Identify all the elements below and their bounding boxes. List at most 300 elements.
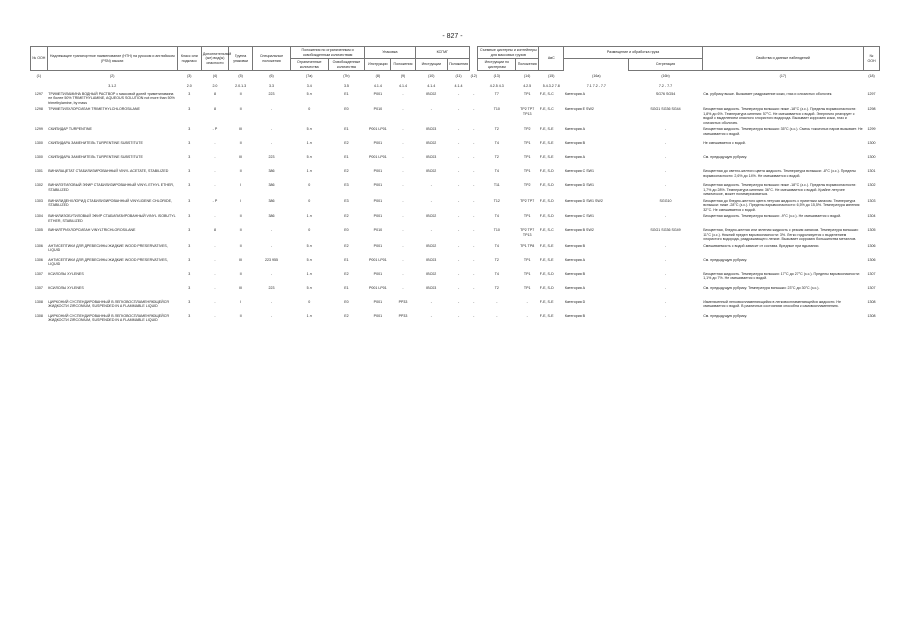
subsidiary-cell: - (214, 243, 216, 248)
special-provisions-cell: 386 (268, 169, 275, 174)
table-row (31, 140, 880, 154)
limited-qty-cell: 5 л (306, 155, 312, 160)
class-cell: 3 (188, 313, 191, 318)
ems-cell: F-E, S-D (539, 198, 554, 203)
special-provisions-cell: 386 (268, 214, 275, 219)
stowage-cell: Категория С SW1 (564, 214, 595, 219)
un-cell: 1302 (34, 183, 43, 188)
packing-group-cell: II (239, 92, 242, 96)
table-row (31, 243, 880, 257)
tank-provision-cell: TP1 (523, 155, 531, 160)
un-cell: 1301 (34, 169, 43, 174)
tank-instruction-cell: T4 (494, 271, 499, 276)
class-cell: 3 (188, 155, 191, 160)
excepted-qty-cell: E0 (344, 107, 349, 112)
tank-provision-cell: TP1 (523, 271, 531, 276)
packing-instruction-cell: P001 (373, 243, 383, 248)
un-cell: 1308 (34, 313, 43, 318)
col12-cell: - (473, 169, 475, 174)
excepted-qty-cell: E3 (344, 183, 349, 188)
ems-cell: F-E, S-E (539, 127, 554, 132)
limited-qty-cell: 0 (308, 183, 311, 188)
header-segregation: Сегрегация (629, 59, 702, 71)
ems-cell: F-E, S-E (539, 141, 554, 146)
column-number-row (31, 71, 880, 82)
excepted-qty-cell: E0 (344, 228, 349, 233)
special-provisions-cell: 386 (268, 183, 275, 188)
packing-provision-cell: - (402, 141, 404, 146)
packing-group-cell: II (239, 271, 242, 276)
packing-group-cell: II (239, 228, 242, 233)
properties-cell: Смешиваемость с водой зависит от состава. Вредные при вдыхании. (703, 243, 820, 248)
ems-cell: F-E, S-E (539, 299, 554, 304)
packing-provision-cell: - (402, 214, 404, 219)
tank-instruction-cell: T4 (494, 214, 499, 219)
ems-cell: F-E, S-D (539, 183, 554, 188)
tank-provision-cell: TP2 TP7 TP13 (520, 107, 535, 116)
ibc-provision-cell: - (457, 155, 460, 160)
tank-provision-cell: TP2 TP7 (520, 198, 535, 203)
special-provisions-cell: 223 (268, 285, 275, 290)
packing-instruction-cell: P010 (373, 228, 383, 233)
stowage-cell: Категория В (564, 243, 586, 248)
header-ems: АвС (539, 47, 564, 71)
class-cell: 3 (188, 257, 191, 262)
ems-cell: F-E, S-E (539, 243, 554, 248)
table-row (31, 257, 880, 271)
stowage-cell: Категория В (564, 141, 586, 146)
segregation-cell: - (664, 169, 667, 174)
table-row (31, 182, 880, 197)
segregation-cell: - (664, 271, 667, 276)
properties-cell: Бесцветная жидкость. Температура вспышки: ниже -18°C (з.с.). Пределы взрывоопасности: 1,7% до 28%. Температура кипения: 36°C. Не смешивается с водой. Крайне летучее химическое, может полимеризоваться. (703, 183, 857, 197)
un-right-cell: 1306 (867, 257, 876, 262)
tank-instruction-cell: T4 (494, 243, 499, 248)
col12-cell: - (473, 107, 475, 112)
un-cell: 1298 (34, 107, 43, 112)
limited-qty-cell: 1 л (306, 214, 312, 219)
un-cell: 1306 (34, 257, 43, 262)
header-subsidiary: Дополнительный (ые) вид(ы) опасности (201, 47, 228, 71)
un-cell: 1303 (34, 198, 43, 203)
table-row (31, 106, 880, 126)
name-cell: КСИЛОЛЫ XYLENES (48, 271, 84, 276)
packing-instruction-cell: P001 (373, 169, 383, 174)
ibc-provision-cell: - (457, 141, 460, 146)
header-limited-excepted: Положения по ограниченным и освобожденным количествам (290, 47, 364, 59)
col-num: (5) (238, 73, 243, 78)
subsidiary-cell: 8 (213, 92, 216, 96)
class-cell: 3 (188, 107, 191, 112)
header-name: Надлежащее транспортное наименование (НТН) на русском и английском (PSN) языках (47, 47, 177, 71)
col-num: (2) (110, 73, 115, 78)
class-cell: 3 (188, 243, 191, 248)
col-num: (1) (36, 73, 42, 78)
packing-instruction-cell: P001 (373, 271, 383, 276)
un-cell: 1300 (34, 141, 43, 146)
col-num: (7b) (343, 73, 350, 78)
subsidiary-cell: - (214, 141, 216, 146)
table-row (31, 198, 880, 213)
stowage-cell: Категория Е SW2 (564, 107, 594, 112)
packing-provision-cell: - (402, 107, 404, 112)
name-cell: ВИНИЛИЗОБУТИЛОВЫЙ ЭФИР СТАБИЛИЗИРОВАННЫЙ VINYL ISOBUTYL ETHER, STABILIZED (48, 214, 176, 223)
ibc-provision-cell: - (457, 285, 460, 290)
un-cell: 1306 (34, 243, 43, 248)
un-right-cell: 1299 (867, 127, 876, 132)
packing-provision-cell: - (402, 183, 404, 188)
ibc-instruction-cell: IBC02 (426, 169, 437, 174)
col-num: (13) (493, 73, 500, 78)
stowage-cell: Категория В SW2 (564, 228, 594, 233)
subsidiary-cell: 8 (213, 228, 216, 233)
tank-provision-cell: TP1 (523, 257, 531, 262)
excepted-qty-cell: E2 (344, 169, 349, 174)
col-ref: 5.4.3.2 7.8 (542, 83, 560, 88)
properties-cell: Бесцветная до бледно-желтого цвета летучая жидкость с приятным запахом. Температура вспышки: ниже -28°C (з.с.). Пределы взрывоопасности: 6,5% до 15,5%. Температура кипения: 32°C. Не смешивается с водой. (703, 198, 861, 212)
col-num: (9) (400, 73, 406, 78)
col-ref (31, 81, 48, 91)
packing-instruction-cell: P001 (373, 214, 383, 219)
segregation-cell: - (664, 299, 667, 304)
excepted-qty-cell: E1 (344, 155, 349, 160)
excepted-qty-cell: E2 (344, 243, 349, 248)
packing-provision-cell: - (402, 169, 404, 174)
properties-cell: Бесцветная жидкость. Температура вспышки: 17°C до 27°C (з.с.). Пределы взрывоопасности: 1,1% до 7%. Не смешивается с водой. (703, 271, 860, 281)
subsidiary-cell: 8 (213, 107, 216, 112)
col-num: (12) (470, 73, 477, 78)
tank-instruction-cell: T2 (494, 155, 499, 160)
segregation-cell: - (664, 141, 667, 146)
table-row (31, 299, 880, 313)
table-row (31, 168, 880, 182)
un-cell: 1307 (34, 285, 43, 290)
col-ref (470, 81, 478, 91)
packing-instruction-cell: P001 (373, 183, 383, 188)
segregation-cell: SGG10 (659, 198, 672, 203)
packing-instruction-cell: P001 LP01 (368, 285, 387, 290)
name-cell: АНТИСЕПТИКИ ДЛЯ ДРЕВЕСИНЫ ЖИДКИЕ WOOD PRESERVATIVES, LIQUID (48, 257, 168, 267)
col-ref: 7.2 - 7.7 (658, 83, 673, 88)
col12-cell: - (473, 141, 475, 146)
ems-cell: F-E, S-D (539, 271, 554, 276)
excepted-qty-cell: E1 (344, 92, 349, 96)
col-ref: 4.1.4 (427, 83, 436, 88)
subsidiary-cell: - (214, 183, 216, 188)
un-right-cell: 1303 (867, 198, 876, 203)
packing-instruction-cell: P001 LP01 (368, 127, 387, 132)
header-ibc-instr: Инструкции (415, 59, 447, 71)
tank-provision-cell: TP1 (523, 214, 531, 219)
ibc-provision-cell: - (457, 214, 460, 219)
properties-cell: Бесцветная жидкость. Температура вспышки: 35°C (з.с.). Смесь токсичных паров вызывает. Не смешивается с водой. (703, 127, 863, 136)
ems-cell: F-E, S-D (539, 214, 554, 219)
ibc-provision-cell: - (457, 92, 460, 96)
properties-cell: См. предыдущую рубрику. (703, 155, 748, 160)
un-right-cell: 1297 (867, 92, 876, 96)
ibc-provision-cell: - (457, 313, 460, 318)
header-special-provisions: Специальные положения (253, 47, 291, 71)
stowage-cell: Категория С SW1 (564, 169, 595, 174)
excepted-qty-cell: E3 (344, 198, 349, 203)
limited-qty-cell: 0 (308, 299, 311, 304)
excepted-qty-cell: E2 (344, 271, 349, 276)
un-right-cell: 1304 (867, 214, 876, 219)
stowage-cell: Категория А (564, 257, 586, 262)
col-num: (17) (779, 73, 787, 78)
tank-provision-cell: TP1 (523, 92, 531, 96)
col-num: (11) (455, 73, 462, 78)
stowage-cell: Категория В (564, 271, 586, 276)
packing-group-cell: II (239, 169, 242, 174)
limited-qty-cell: 1 л (306, 271, 312, 276)
tank-instruction-cell: - (496, 299, 498, 304)
un-right-cell: 1308 (867, 299, 876, 304)
un-right-cell: 1307 (867, 271, 876, 276)
special-provisions-cell: - (270, 107, 273, 112)
col-num: (10) (428, 73, 435, 78)
ibc-instruction-cell: IBC02 (426, 214, 437, 219)
packing-group-cell: II (239, 313, 242, 318)
packing-group-cell: III (239, 285, 243, 290)
un-right-cell: 1307 (867, 285, 876, 290)
packing-group-cell: II (239, 141, 242, 146)
class-cell: 3 (188, 299, 191, 304)
table-row (31, 213, 880, 227)
header-packaging: Упаковка (365, 47, 415, 59)
col12-cell: - (473, 313, 475, 318)
packing-provision-cell: - (402, 155, 404, 160)
packing-provision-cell: - (402, 257, 404, 262)
un-right-cell: 1298 (867, 107, 876, 112)
ems-cell: F-E, S-E (539, 155, 554, 160)
class-cell: 3 (188, 198, 191, 203)
stowage-cell: Категория А (564, 285, 586, 290)
name-cell: СКИПИДАР TURPENTINE (48, 127, 92, 132)
un-cell: 1307 (34, 271, 43, 276)
subsidiary-cell: - (214, 299, 216, 304)
column-reference-row (31, 81, 880, 91)
special-provisions-cell: - (270, 243, 273, 248)
properties-cell: Бесцветная до светло-желтого цвета жидкость. Температура вспышки: -8°C (з.с.). Пределы взрывоопасности: 2,6% до 14%. Не смешивается с водой. (703, 169, 856, 178)
class-cell: 3 (188, 285, 191, 290)
stowage-cell: Категория А (564, 127, 586, 132)
limited-qty-cell: 1 л (306, 169, 312, 174)
un-right-cell: 1301 (867, 169, 876, 174)
header-packing-group: Группа упаковки (229, 47, 253, 71)
stowage-cell: Категория А (564, 92, 586, 96)
col-ref: 4.1.4 (399, 83, 408, 88)
ibc-provision-cell: - (457, 299, 460, 304)
properties-cell: См. предыдущую рубрику. (703, 313, 748, 318)
tank-provision-cell: TP2 TP7 TP13 (520, 228, 535, 237)
excepted-qty-cell: E0 (344, 299, 349, 304)
packing-group-cell: III (239, 127, 243, 132)
properties-cell: Бесцветная жидкость. Температура вспышки: ниже -18°C (з.с.). Пределы взрывоопасности: 1,8% до 6%. Температура кипения: 57°C. Не смешивается с водой. Энергично реагирует с водой с выделением опасного хлористого водорода. Вызывает коррозию кожи, глаз и слизистых оболочек. (703, 107, 857, 125)
un-right-cell: 1300 (867, 141, 876, 146)
header-properties: Свойства и данные наблюдений (702, 47, 863, 71)
special-provisions-cell: - (270, 299, 273, 304)
excepted-qty-cell: E1 (344, 285, 349, 290)
packing-provision-cell: - (402, 198, 404, 203)
ibc-instruction-cell: - (430, 183, 432, 188)
limited-qty-cell: 5 л (306, 92, 312, 96)
tank-instruction-cell: T10 (493, 228, 500, 233)
stowage-cell: Категория D (564, 299, 586, 304)
header-stowage-handling: Размещение и обработка груза (564, 47, 702, 59)
header-limited-qty: Ограниченные количества (290, 59, 328, 71)
dangerous-goods-table (30, 46, 880, 327)
col12-cell: - (473, 155, 475, 160)
col-ref: 2.0 (186, 83, 192, 88)
tank-provision-cell: TP1 TP8 (520, 243, 535, 248)
packing-instruction-cell: P001 (373, 198, 383, 203)
special-provisions-cell: - (270, 313, 273, 318)
tank-instruction-cell: - (496, 313, 498, 318)
col-ref: 3.1.2 (108, 83, 117, 88)
ibc-instruction-cell: - (430, 107, 432, 112)
special-provisions-cell: - (270, 228, 273, 233)
un-right-cell: 1300 (867, 155, 876, 160)
class-cell: 3 (188, 228, 191, 233)
header-tank-prov: Положения (516, 59, 539, 71)
ibc-instruction-cell: IBC03 (426, 127, 437, 132)
un-right-cell: 1306 (867, 243, 876, 248)
un-cell: 1300 (34, 155, 43, 160)
packing-group-cell: II (239, 214, 242, 219)
ibc-provision-cell: - (457, 271, 460, 276)
ems-cell: F-E, S-D (539, 169, 554, 174)
ibc-provision-cell: - (457, 243, 460, 248)
header-tank-instr: Инструкции по цистернам (478, 59, 516, 71)
class-cell: 3 (188, 141, 191, 146)
col-num: (8) (375, 73, 381, 78)
table-row (31, 271, 880, 285)
col-ref: 3.3 (269, 83, 275, 88)
packing-instruction-cell: P001 (373, 141, 383, 146)
packing-provision-cell: PP33 (398, 299, 408, 304)
packing-provision-cell: - (402, 271, 404, 276)
header-class: Класс или подкласс (177, 47, 201, 71)
tank-provision-cell: - (526, 313, 528, 318)
subsidiary-cell: - P (212, 198, 218, 203)
ibc-provision-cell: - (457, 183, 460, 188)
limited-qty-cell: 0 (308, 107, 311, 112)
segregation-cell: - (664, 243, 667, 248)
class-cell: 3 (188, 183, 191, 188)
special-provisions-cell: - (270, 127, 273, 132)
special-provisions-cell: 223 955 (265, 257, 279, 262)
class-cell: 3 (188, 169, 191, 174)
col-ref: 3.4 (306, 83, 312, 88)
ems-cell: F-E, S-C (539, 92, 554, 96)
ems-cell: F-E, S-E (539, 313, 554, 318)
col-ref (864, 81, 880, 91)
excepted-qty-cell: E1 (344, 257, 349, 262)
properties-cell: Измельченный легковоспламеняющийся в легковоспламеняющейся жидкости. Не смешивается с водой. В различных состояниях способна к самовоспламенению. (703, 299, 842, 309)
subsidiary-cell: - P (212, 127, 218, 132)
ibc-instruction-cell: - (430, 228, 432, 233)
packing-group-cell: I (240, 299, 242, 304)
un-cell: 1299 (34, 127, 43, 132)
ibc-instruction-cell: IBC02 (426, 92, 437, 96)
col-num: (3) (187, 73, 192, 78)
packing-group-cell: I (240, 198, 242, 203)
ibc-provision-cell: - (457, 198, 460, 203)
packing-instruction-cell: P001 LP01 (368, 257, 387, 262)
ibc-provision-cell: - (457, 169, 460, 174)
tank-instruction-cell: T7 (494, 92, 499, 96)
tank-instruction-cell: T2 (494, 127, 499, 132)
ems-cell: F-E, S-C (539, 107, 554, 112)
excepted-qty-cell: E2 (344, 214, 349, 219)
header-ibc: КСГМГ (415, 47, 470, 59)
properties-cell: См. предыдущую рубрику. Температура вспышки: 23°C до 30°C (з.с.). (703, 285, 820, 290)
name-cell: ВИНИЛТРИХЛОРСИЛАН VINYLTRICHLOROSILANE (48, 228, 136, 233)
special-provisions-cell: 223 (268, 92, 275, 96)
col12-cell: - (473, 198, 475, 203)
tank-provision-cell: TP2 (523, 183, 531, 188)
stowage-cell: Категория D SW1 (564, 183, 595, 188)
packing-group-cell: I (240, 183, 242, 188)
packing-group-cell: II (239, 107, 242, 112)
ibc-instruction-cell: - (430, 299, 432, 304)
name-cell: КСИЛОЛЫ XYLENES (48, 285, 84, 290)
ems-cell: F-E, S-E (539, 257, 554, 262)
packing-provision-cell: - (402, 92, 404, 96)
segregation-cell: - (664, 285, 667, 290)
tank-provision-cell: TP2 (523, 127, 531, 132)
properties-cell: См. предыдущую рубрику. (703, 257, 748, 262)
ibc-instruction-cell: - (430, 198, 432, 203)
segregation-cell: SG76 SG54 (655, 92, 676, 96)
col-num: (4) (212, 73, 218, 78)
col12-cell: - (473, 257, 475, 262)
un-right-cell: 1302 (867, 183, 876, 188)
header-portable-tanks: Съемные цистерны и контейнеры для массовых грузов (478, 47, 539, 59)
col-num: (16b) (661, 73, 670, 78)
subsidiary-cell: - (214, 155, 216, 160)
properties-cell: Бесцветная жидкость. Температура вспышки: -9°C (з.с.). Не смешивается с водой. (703, 214, 842, 219)
header-pack-instr: Инструкции (365, 59, 391, 71)
col12-cell: - (473, 271, 475, 276)
col12-cell: - (473, 285, 475, 290)
col-num: (16a) (592, 73, 601, 78)
limited-qty-cell: 5 л (306, 285, 312, 290)
packing-instruction-cell: P001 (373, 299, 383, 304)
col-ref: 4.2.5 4.3 (489, 83, 504, 88)
un-right-cell: 1305 (867, 228, 876, 233)
segregation-cell: - (664, 127, 667, 132)
col-ref: 2.0.1.3 (235, 83, 247, 88)
segregation-cell: SGG1 SG36 SG44 (650, 107, 681, 112)
packing-instruction-cell: P001 (373, 313, 383, 318)
segregation-cell: - (664, 257, 667, 262)
un-right-cell: 1308 (867, 313, 876, 318)
limited-qty-cell: 0 (308, 228, 311, 233)
table-row (31, 285, 880, 299)
packing-instruction-cell: P010 (373, 107, 383, 112)
col-num: (6) (269, 73, 274, 78)
name-cell: СКИПИДАРА ЗАМЕНИТЕЛЬ TURPENTINE SUBSTITUTE (48, 141, 143, 146)
tank-instruction-cell: T4 (494, 169, 499, 174)
header-ibc-prov: Положения (448, 59, 470, 71)
packing-provision-cell: - (402, 285, 404, 290)
ibc-instruction-cell: IBC03 (426, 285, 437, 290)
name-cell: СКИПИДАРА ЗАМЕНИТЕЛЬ TURPENTINE SUBSTITUTE (48, 155, 143, 160)
ibc-instruction-cell: IBC03 (426, 155, 437, 160)
header-un-right: № ООН (864, 47, 880, 71)
